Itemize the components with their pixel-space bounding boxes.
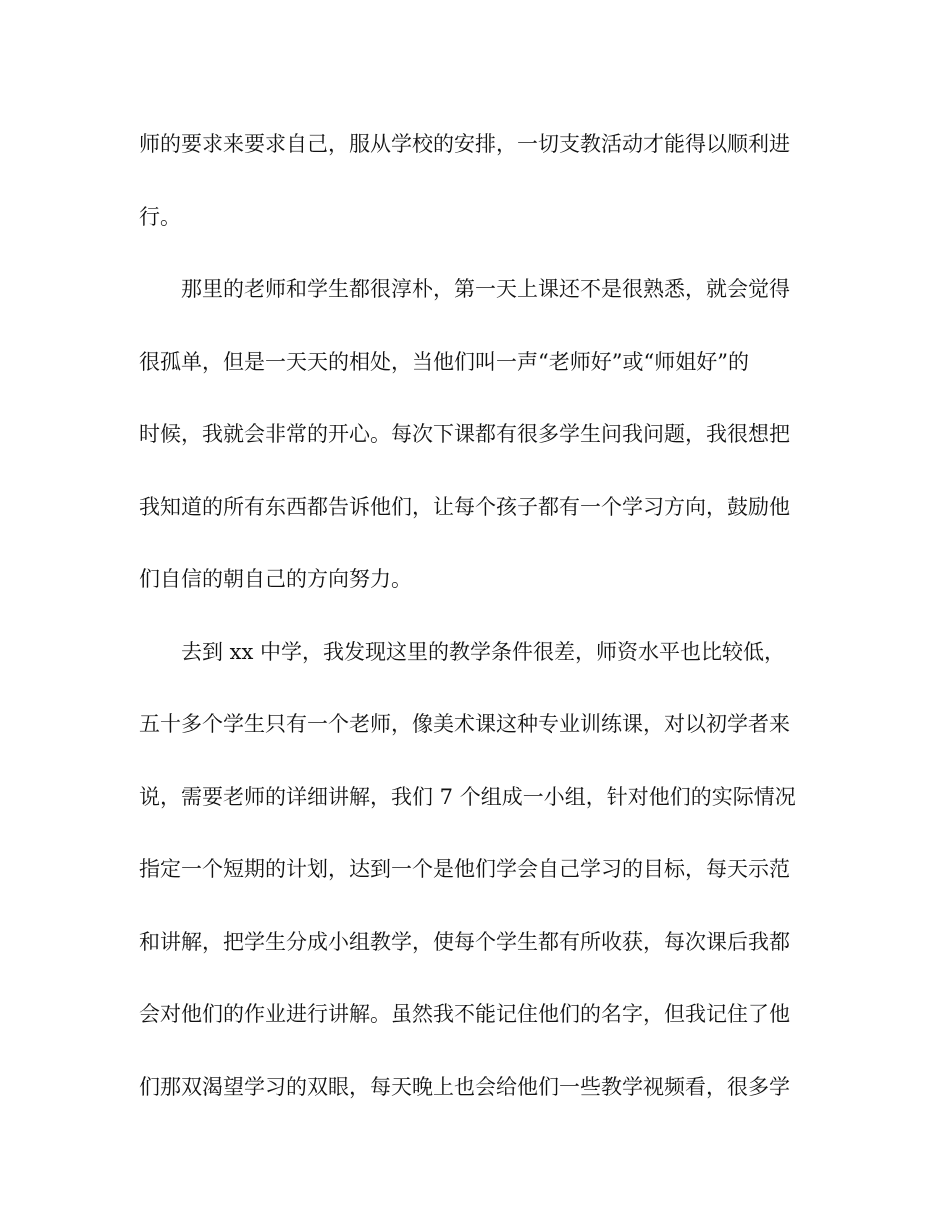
text-line: 指定一个短期的计划，达到一个是他们学会自己学习的目标，每天示范 xyxy=(139,857,790,881)
text-line: 们自信的朝自己的方向努力。 xyxy=(139,567,412,591)
text-line: 会对他们的作业进行讲解。虽然我不能记住他们的名字，但我记住了他 xyxy=(139,1002,790,1026)
text-line: 时候，我就会非常的开心。每次下课都有很多学生问我问题，我很想把 xyxy=(139,422,790,446)
text-line: 说，需要老师的详细讲解，我们 7 个组成一小组，针对他们的实际情况 xyxy=(139,784,796,809)
text-line: 和讲解，把学生分成小组教学，使每个学生都有所收获，每次课后我都 xyxy=(139,929,790,954)
text-line: 五十多个学生只有一个老师，像美术课这种专业训练课，对以初学者来 xyxy=(139,712,790,736)
text-line: 去到 xx 中学，我发现这里的教学条件很差，师资水平也比较低， xyxy=(181,639,786,664)
text-line: 行。 xyxy=(139,204,181,229)
text-line: 我知道的所有东西都告诉他们，让每个孩子都有一个学习方向，鼓励他 xyxy=(139,494,790,519)
body-text xyxy=(139,118,814,1133)
text-line: 很孤单，但是一天天的相处，当他们叫一声“老师好”或“师姐好”的 xyxy=(139,349,749,374)
text-line: 师的要求来要求自己，服从学校的安排，一切支教活动才能得以顺利进 xyxy=(139,132,790,156)
text-line: 们那双渴望学习的双眼，每天晚上也会给他们一些教学视频看，很多学 xyxy=(139,1074,790,1099)
text-line: 那里的老师和学生都很淳朴，第一天上课还不是很熟悉，就会觉得 xyxy=(181,277,790,301)
